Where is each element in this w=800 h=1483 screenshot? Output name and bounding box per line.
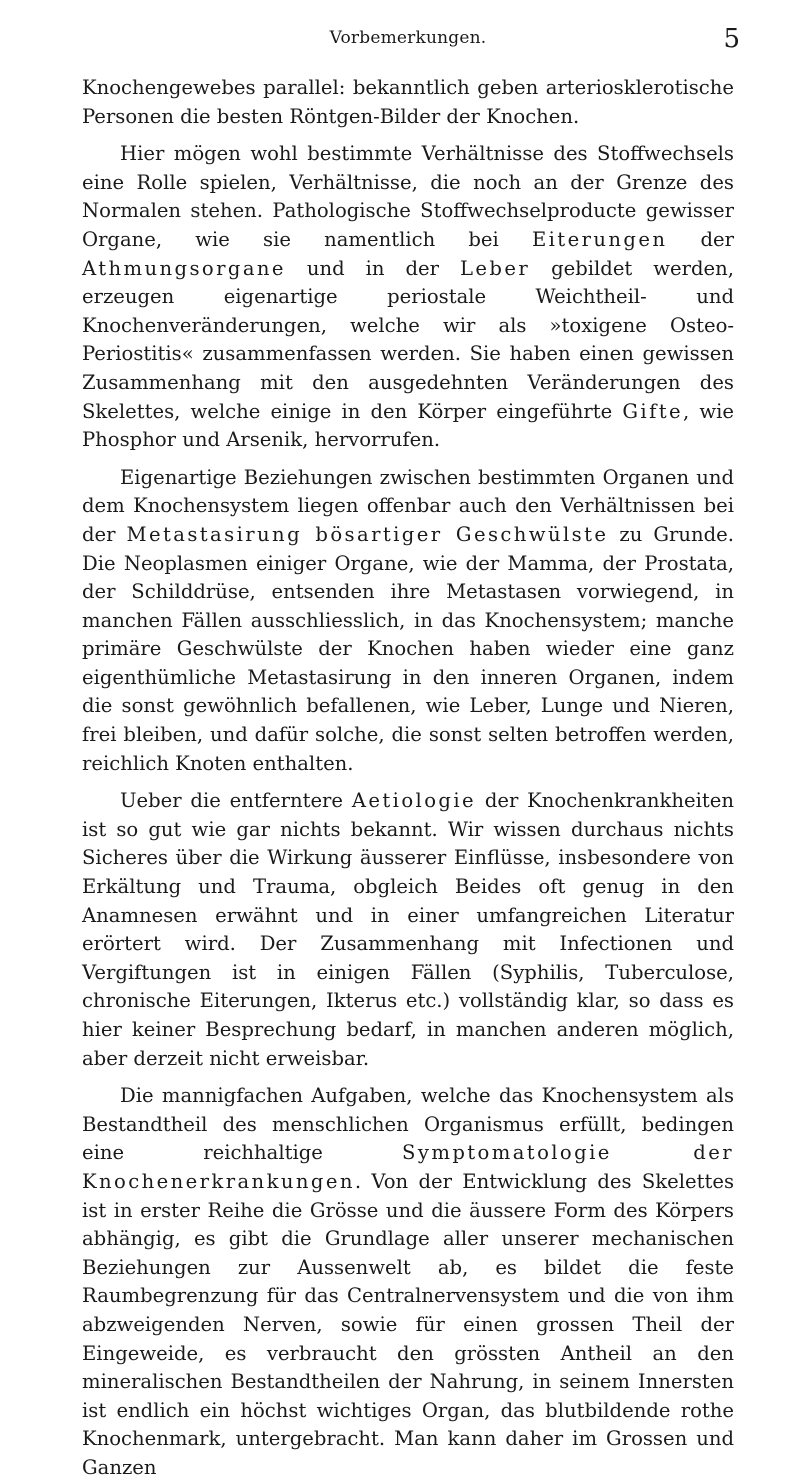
paragraph (82, 787, 734, 1073)
text-run: Knochengewebes parallel: bekanntlich geben arteriosklerotische Personen die besten Röntgen-Bilder der Knochen. (82, 76, 734, 128)
text-run: und in der (285, 256, 460, 280)
text-run: . Von der Entwicklung des Skelettes ist in erster Reihe die Grösse und die äussere Form des Körpers abhängig, es gibt die Grundlage aller unserer mechanischen Beziehungen zur Aussenwelt ab, es bildet die feste Raumbegrenzung für das Centralnervensystem und die von ihm abzweigenden Nerven, sowie für einen grossen Theil der Eingeweide, es verbraucht den grössten Antheil an den mineralischen Bestandtheilen der Nahrung, in seinem Innersten ist endlich ein höchst wichtiges Organ, das blutbildende rothe Knochenmark, untergebracht. Man kann daher im Grossen und Ganzen (82, 1169, 734, 1479)
text-run: , wie Phosphor und Arsenik, hervorrufen. (82, 399, 734, 452)
emphasized-term: Athmungsorgane (82, 256, 286, 280)
text-run: Eigenartige Beziehungen zwischen bestimmten Organen und dem Knochensystem liegen offenbar auch den Verhältnissen bei der (82, 465, 734, 546)
emphasized-term: Leber (459, 256, 531, 280)
paragraph (82, 1082, 734, 1482)
text-run: Ueber die entferntere (120, 789, 352, 813)
body-text (82, 74, 734, 1483)
paragraph (82, 74, 734, 131)
emphasized-term: Gifte (622, 399, 683, 423)
text-run: gebildet werden, erzeugen eigenartige periostale Weichtheil- und Knochenveränderungen, welche wir als »toxigene Osteo-Periostitis« zusammenfassen werden. Sie haben einen gewissen Zusammenhang mit den ausgedehnten Veränderungen des Skelettes, welche einige in den Körper eingeführte (82, 256, 734, 423)
emphasized-term: Eiterungen (531, 227, 668, 251)
running-title: Vorbemerkungen. (329, 28, 487, 48)
emphasized-term: Aetiologie (351, 789, 476, 813)
text-run: der (667, 227, 735, 251)
emphasized-term: Metastasirung bösartiger Geschwülste (126, 522, 609, 546)
paragraph (82, 464, 734, 779)
page-header (82, 24, 740, 74)
paragraph (82, 140, 734, 455)
emphasized-term: Symptomatologie der Knochenerkrankungen (82, 1141, 734, 1193)
page-number: 5 (723, 24, 740, 54)
text-run: der Knochenkrankheiten ist so gut wie gar nichts bekannt. Wir wissen durchaus nichts Sicheres über die Wirkung äusserer Einflüsse, insbesondere von Erkältung und Trauma, obgleich Beides oft genug in den Anamnesen erwähnt und in einer umfangreichen Literatur erörtert wird. Der Zusammenhang mit Infectionen und Vergiftungen ist in einigen Fällen (Syphilis, Tuberculose, chronische Eiterungen, Ikterus etc.) vollständig klar, so dass es hier keiner Besprechung bedarf, in manchen anderen möglich, aber derzeit nicht erweisbar. (82, 789, 734, 1070)
text-run: Die mannigfachen Aufgaben, welche das Knochensystem als Bestandtheil des menschlichen Organismus erfüllt, bedingen eine reichhaltige (82, 1084, 734, 1165)
text-run: zu Grunde. Die Neoplasmen einiger Organe, wie der Mamma, der Prostata, der Schilddrüse, entsenden ihre Metastasen vorwiegend, in manchen Fällen ausschliesslich, in das Knochensystem; manche primäre Geschwülste der Knochen haben wieder eine ganz eigenthümliche Metastasirung in den inneren Organen, indem die sonst gewöhnlich befallenen, wie Leber, Lunge und Nieren, frei bleiben, und dafür solche, die sonst selten betroffen werden, reichlich Knoten enthalten. (82, 522, 734, 775)
text-run: Hier mögen wohl bestimmte Verhältnisse des Stoffwechsels eine Rolle spielen, Verhältnisse, die noch an der Grenze des Normalen stehen. Pathologische Stoffwechselproducte gewisser Organe, wie sie namentlich bei (82, 142, 734, 251)
